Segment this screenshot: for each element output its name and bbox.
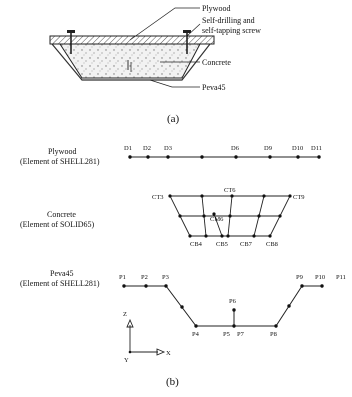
panel-b	[20, 145, 346, 388]
node-P7: P7	[237, 331, 244, 338]
plywood-board	[50, 36, 214, 44]
row-element-peva: (Element of SHELL281)	[20, 279, 100, 288]
node-CM6: CM6	[210, 216, 224, 223]
axis-label-z: Z	[123, 311, 127, 318]
node-CB7: CB7	[240, 241, 252, 248]
node-P11: P11	[336, 274, 346, 281]
panel-a	[50, 4, 261, 125]
y-axis-dot	[129, 351, 132, 354]
node-P9: P9	[296, 274, 303, 281]
leader-peva	[150, 80, 200, 87]
callout-concrete: Concrete	[202, 58, 231, 67]
node-P2: P2	[141, 274, 148, 281]
callout-peva: Peva45	[202, 83, 226, 92]
leader-plywood	[130, 8, 200, 40]
node-D1: D1	[124, 145, 132, 152]
node-CT3: CT3	[152, 194, 164, 201]
node-D2: D2	[143, 145, 151, 152]
node-D10: D10	[292, 145, 304, 152]
node-P3: P3	[162, 274, 169, 281]
row-label-plywood: Plywood	[48, 147, 77, 156]
node-P4: P4	[192, 331, 199, 338]
node-CT6: CT6	[224, 187, 236, 194]
row-label-concrete: Concrete	[47, 210, 76, 219]
row-element-concrete: (Element of SOLID65)	[20, 220, 95, 229]
node-P5: P5	[223, 331, 230, 338]
node-D9: D9	[264, 145, 272, 152]
peva-mesh-line	[124, 286, 322, 326]
callout-screw-line2: self-tapping screw	[202, 26, 261, 35]
axis-label-x: X	[166, 350, 171, 357]
axis-triad	[127, 320, 164, 355]
node-D11: D11	[311, 145, 322, 152]
node-P1: P1	[119, 274, 126, 281]
node-P10: P10	[315, 274, 326, 281]
node-CB5: CB5	[216, 241, 228, 248]
axis-label-y: Y	[124, 357, 129, 364]
row-element-plywood: (Element of SHELL281)	[20, 157, 100, 166]
node-P8: P8	[270, 331, 277, 338]
node-D6: D6	[231, 145, 239, 152]
caption-a: (a)	[167, 113, 180, 125]
node-P6: P6	[229, 298, 236, 305]
node-D3: D3	[164, 145, 172, 152]
node-CT9: CT9	[293, 194, 305, 201]
node-CB4: CB4	[190, 241, 202, 248]
callout-plywood: Plywood	[202, 4, 231, 13]
peva-nodes	[122, 284, 323, 327]
row-label-peva: Peva45	[50, 269, 74, 278]
node-CB8: CB8	[266, 241, 278, 248]
caption-b: (b)	[166, 376, 179, 388]
concrete-section	[60, 44, 200, 78]
callout-screw-line1: Self-drilling and	[202, 16, 255, 25]
